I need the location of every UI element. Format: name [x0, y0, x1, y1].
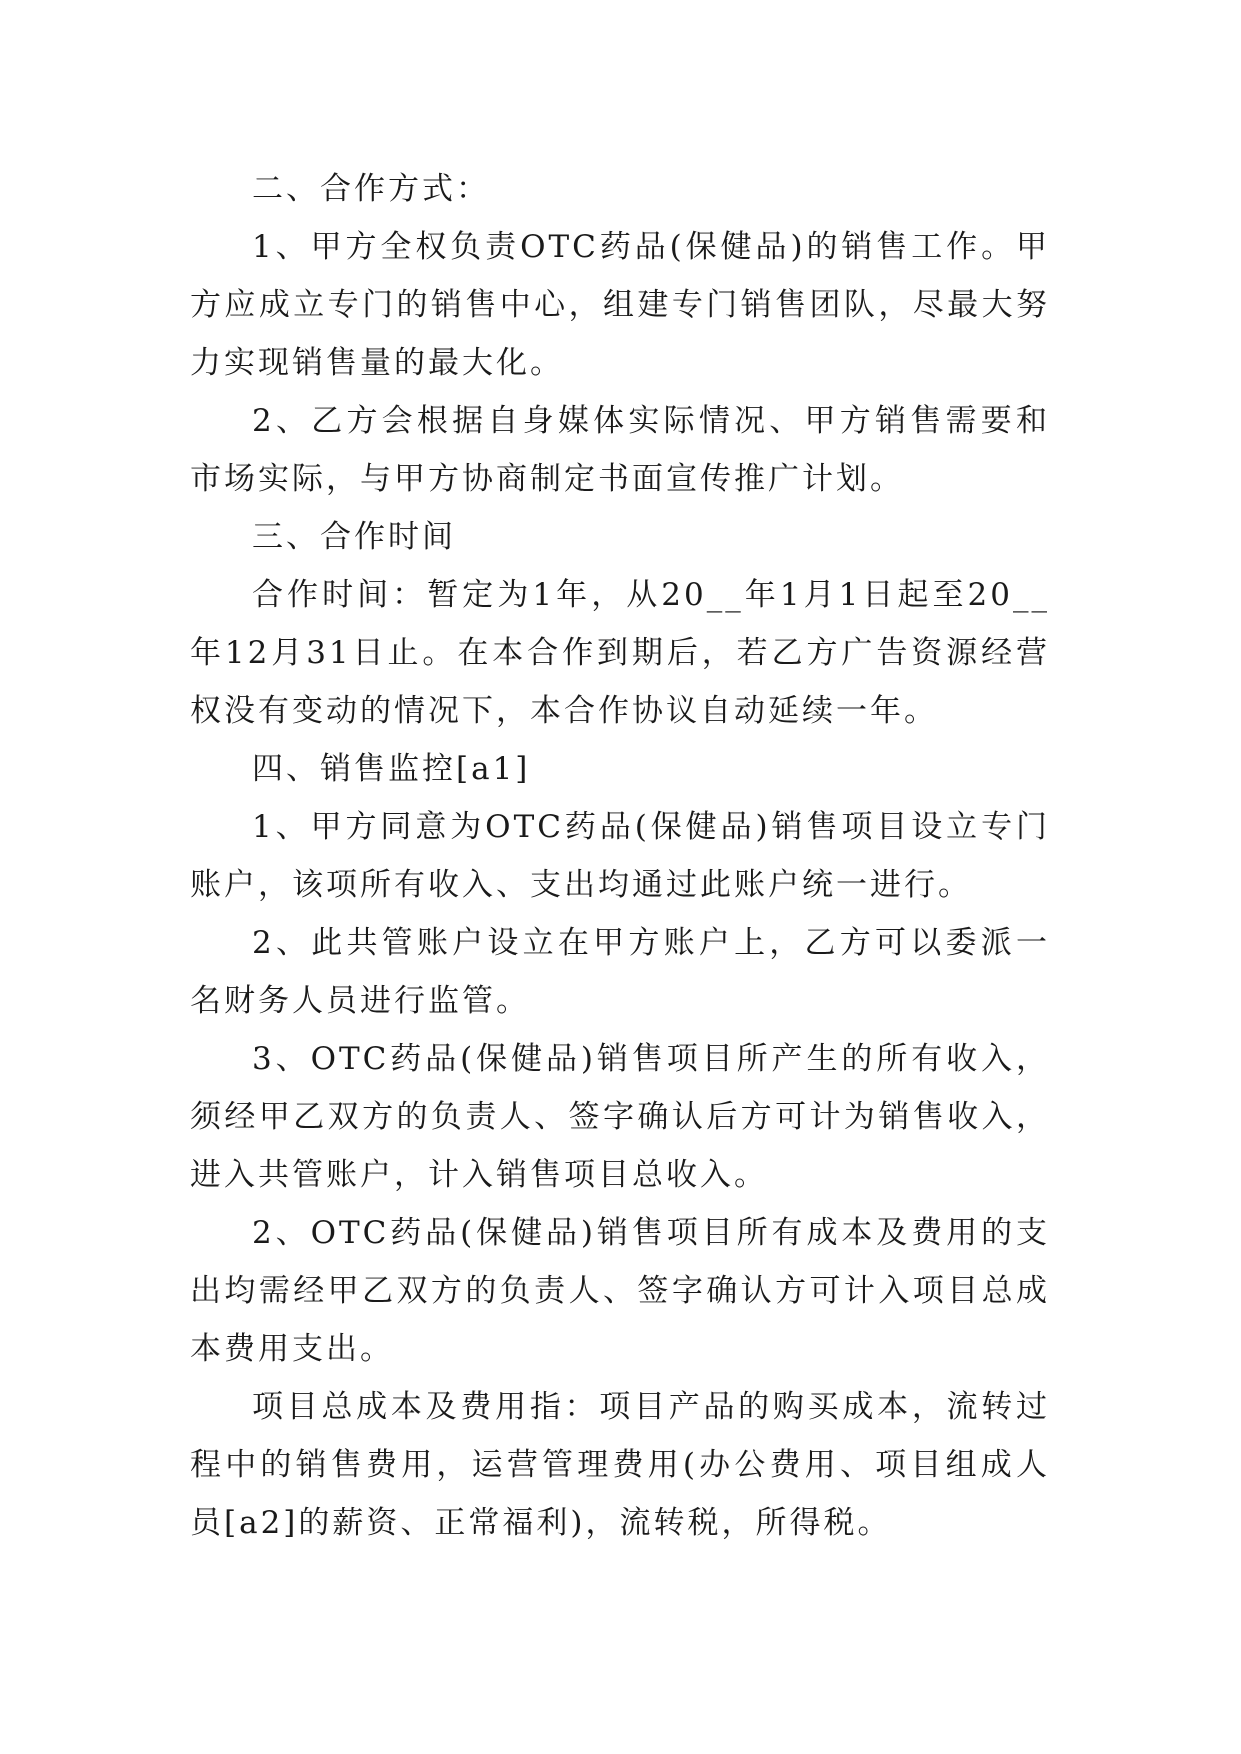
section-heading-cooperation-method: 二、合作方式： — [252, 171, 490, 207]
paragraph-clause: 1、甲方全权负责OTC药品(保健品)的销售工作。甲方应成立专门的销售中心，组建专门销售团队，尽最大努力实现销售量的最大化。 — [190, 229, 1050, 381]
paragraph-clause: 合作时间：暂定为1年，从20__年1月1日起至20__年12月31日止。在本合作到期后，若乙方广告资源经营权没有变动的情况下，本合作协议自动延续一年。 — [190, 577, 1050, 729]
paragraph-clause: 1、甲方同意为OTC药品(保健品)销售项目设立专门账户，该项所有收入、支出均通过此账户统一进行。 — [190, 809, 1050, 903]
paragraph-clause: 3、OTC药品(保健品)销售项目所产生的所有收入，须经甲乙双方的负责人、签字确认后方可计为销售收入，进入共管账户，计入销售项目总收入。 — [190, 1041, 1050, 1193]
document-body — [190, 160, 1050, 1552]
paragraph-clause: 2、此共管账户设立在甲方账户上，乙方可以委派一名财务人员进行监管。 — [190, 925, 1050, 1019]
paragraph-clause: 项目总成本及费用指：项目产品的购买成本，流转过程中的销售费用，运营管理费用(办公费用、项目组成人员[a2]的薪资、正常福利)，流转税，所得税。 — [190, 1389, 1050, 1541]
paragraph-clause: 2、OTC药品(保健品)销售项目所有成本及费用的支出均需经甲乙双方的负责人、签字确认方可计入项目总成本费用支出。 — [190, 1215, 1050, 1367]
section-heading-sales-monitoring: 四、销售监控[a1] — [252, 751, 531, 787]
section-heading-cooperation-time: 三、合作时间 — [252, 519, 456, 555]
paragraph-clause: 2、乙方会根据自身媒体实际情况、甲方销售需要和市场实际，与甲方协商制定书面宣传推广计划。 — [190, 403, 1050, 497]
